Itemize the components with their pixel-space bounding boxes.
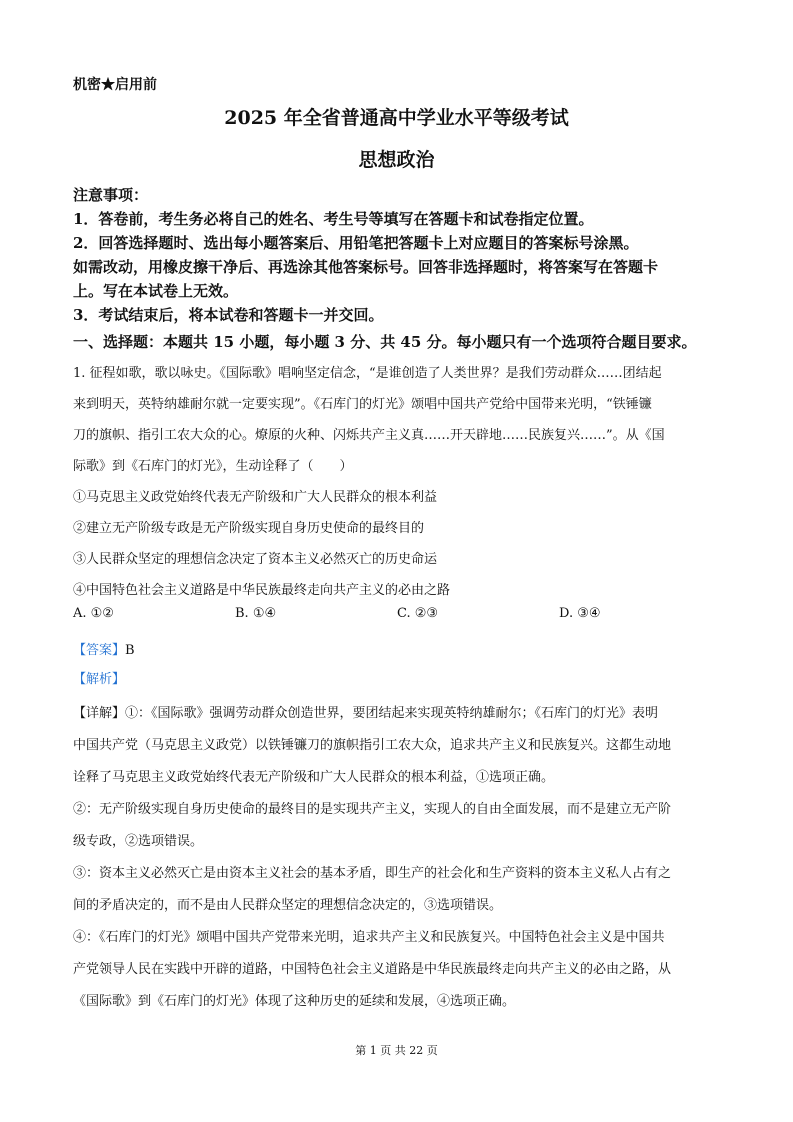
question-statement: ②建立无产阶级专政是无产阶级实现自身历史使命的最终目的 [73,521,425,536]
exam-title: 2025 年全省普通高中学业水平等级考试 [224,107,569,129]
notes-line: 上。写在本试卷上无效。 [73,282,239,300]
notes-line: 1．答卷前，考生务必将自己的姓名、考生号等填写在答题卡和试卷指定位置。 [73,210,594,228]
option-a: A. ①② [73,606,114,621]
answer-tag: 【答案】 [73,643,126,658]
detail-line: 诠释了马克思主义政党始终代表无产阶级和广大人民群众的根本利益，①选项正确。 [73,770,555,785]
question-statement: ④中国特色社会主义道路是中华民族最终走向共产主义的必由之路 [73,583,451,598]
section-heading: 一、选择题：本题共 15 小题，每小题 3 分、共 45 分。每小题只有一个选项符合题目要求。 [73,333,697,351]
detail-line: 《国际歌》到《石库门的灯光》体现了这种历史的延续和发展，④选项正确。 [73,994,516,1009]
detail-line: ②：无产阶级实现自身历史使命的最终目的是实现共产主义，实现人的自由全面发展，而不是建立无产阶 [73,802,672,817]
notes-line: 2．回答选择题时、选出每小题答案后、用铅笔把答题卡上对应题目的答案标号涂黑。 [73,234,639,252]
option-d: D. ③④ [559,606,601,621]
question-stem-line: 际歌》到《石库门的灯光》，生动诠释了（ ） [73,459,353,474]
option-b: B. ①④ [235,606,277,621]
answer-value: B [125,643,135,658]
detail-line: 间的矛盾决定的，而不是由人民群众坚定的理想信念决定的，③选项错误。 [73,898,503,913]
analysis-tag: 【解析】 [73,672,126,687]
detail-line: 产党领导人民在实践中开辟的道路，中国特色社会主义道路是中华民族最终走向共产主义的必由之路，从 [73,962,672,977]
page-footer: 第 1 页 共 22 页 [355,1044,438,1057]
detail-line: ④：《石库门的灯光》颂唱中国共产党带来光明，追求共产主义和民族复兴。中国特色社会主义是中国共 [73,930,665,945]
answer-line [73,639,135,658]
subject-title: 思想政治 [358,149,435,171]
question-stem-line: 刀的旗帜、指引工农大众的心。燎原的火种、闪烁共产主义真……开天辟地……民族复兴……”。从《国 [73,428,665,443]
question-1 [73,358,723,606]
confidential-label: 机密★启用前 [73,77,157,93]
question-stem-line: 来到明天，英特纳雄耐尔就一定要实现”。《石库门的灯光》颂唱中国共产党给中国带来光明，“铁锤镰 [73,397,652,412]
notes-line: 3．考试结束后，将本试卷和答题卡一并交回。 [73,306,384,324]
notes-line: 如需改动，用橡皮擦干净后、再选涂其他答案标号。回答非选择题时，将答案写在答题卡 [73,258,659,276]
detail-line: 【详解】①：《国际歌》强调劳动群众创造世界，要团结起来实现英特纳雄耐尔；《石库门的灯光》表明 [73,706,659,721]
question-statement: ③人民群众坚定的理想信念决定了资本主义必然灭亡的历史命运 [73,552,438,567]
detail-line: 中国共产党（马克思主义政党）以铁锤镰刀的旗帜指引工农大众，追求共产主义和民族复兴。这都生动地 [73,738,672,753]
question-stem-line: 1. 征程如歌，歌以咏史。《国际歌》唱响坚定信念，“是谁创造了人类世界？是我们劳动群众……团结起 [73,366,662,381]
detail-line: 级专政，②选项错误。 [73,834,204,849]
notes-section [73,183,723,327]
question-statement: ①马克思主义政党始终代表无产阶级和广大人民群众的根本利益 [73,490,438,505]
option-c: C. ②③ [397,606,439,621]
detail-line: ③：资本主义必然灭亡是由资本主义社会的基本矛盾，即生产的社会化和生产资料的资本主义私人占有之 [73,866,672,881]
detail-section [73,698,723,1018]
notes-heading: 注意事项： [73,186,149,204]
answer-options [73,606,723,630]
